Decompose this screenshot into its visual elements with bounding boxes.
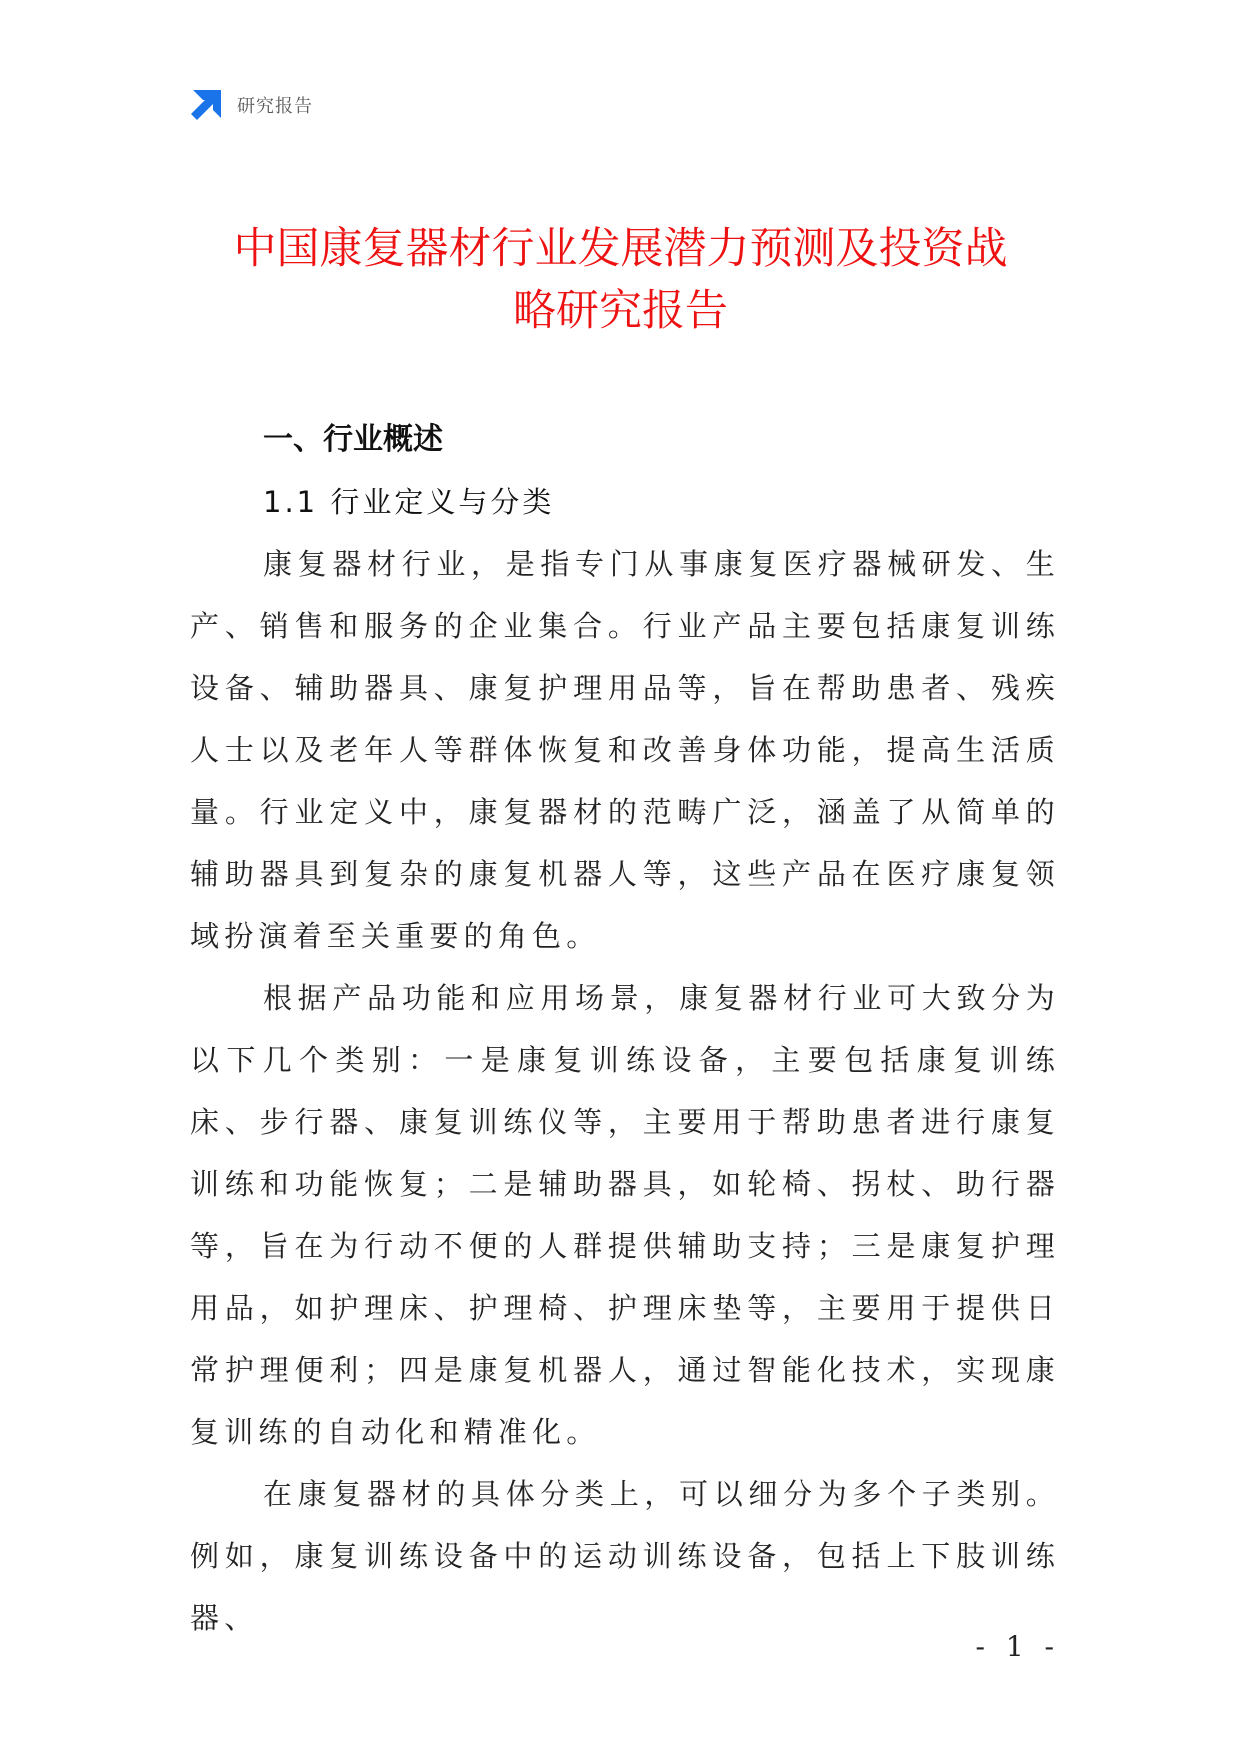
document-title: [190, 218, 1051, 342]
title-line-2: 略研究报告: [513, 286, 728, 336]
body-text: [190, 533, 1060, 1649]
subsection-heading: 1.1 行业定义与分类: [263, 485, 555, 519]
arrow-up-right-icon: [189, 88, 223, 122]
paragraph-definition: 康复器材行业，是指专门从事康复医疗器械研发、生产、销售和服务的企业集合。行业产品主要包括康复训练设备、辅助器具、康复护理用品等，旨在帮助患者、残疾人士以及老年人等群体恢复和改善身体功能，提高生活质量。行业定义中，康复器材的范畴广泛，涵盖了从简单的辅助器具到复杂的康复机器人等，这些产品在医疗康复领域扮演着至关重要的角色。: [190, 547, 1060, 953]
page-header: [189, 88, 313, 122]
header-label: 研究报告: [237, 96, 313, 117]
paragraph-categories: 根据产品功能和应用场景，康复器材行业可大致分为以下几个类别：一是康复训练设备，主要包括康复训练床、步行器、康复训练仪等，主要用于帮助患者进行康复训练和功能恢复；二是辅助器具，如轮椅、拐杖、助行器等，旨在为行动不便的人群提供辅助支持；三是康复护理用品，如护理床、护理椅、护理床垫等，主要用于提供日常护理便利；四是康复机器人，通过智能化技术，实现康复训练的自动化和精准化。: [190, 981, 1060, 1449]
section-heading: 一、行业概述: [263, 422, 443, 457]
title-line-1: 中国康复器材行业发展潜力预测及投资战: [233, 224, 1008, 274]
page-number: - 1 -: [975, 1630, 1060, 1663]
paragraph-subcategories: 在康复器材的具体分类上，可以细分为多个子类别。例如，康复训练设备中的运动训练设备，包括上下肢训练器、: [190, 1477, 1060, 1635]
